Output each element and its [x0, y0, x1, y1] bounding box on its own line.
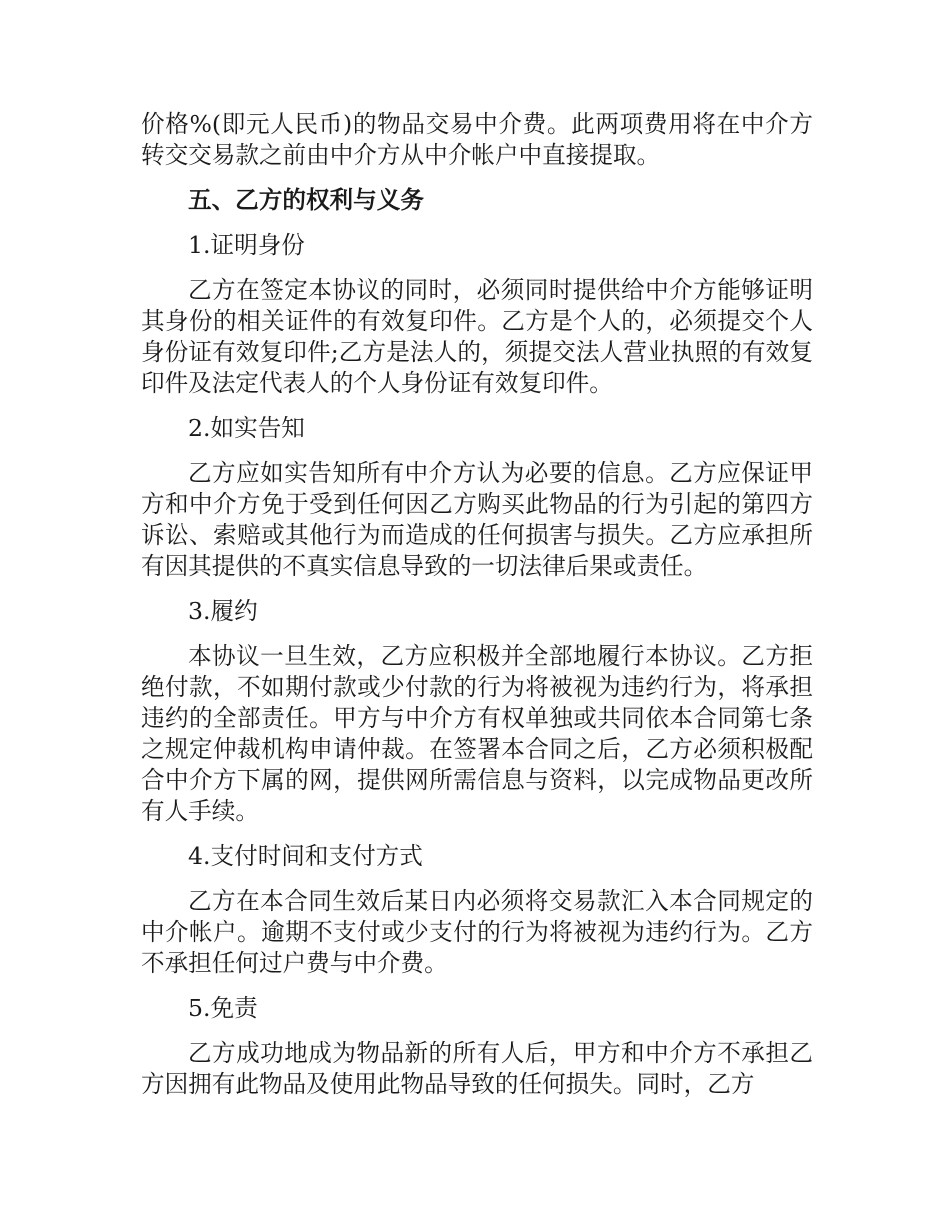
- section-title: 五、乙方的权利与义务: [188, 186, 424, 214]
- document-body: [141, 109, 813, 1114]
- item-heading-performance: 3.履约: [188, 597, 258, 625]
- item-body-exemption: 乙方成功地成为物品新的所有人后，甲方和中介方不承担乙方因拥有此物品及使用此物品导致的任何损失。同时，乙方: [141, 1039, 813, 1098]
- item-heading-payment: 4.支付时间和支付方式: [188, 842, 423, 870]
- item-body-performance: 本协议一旦生效，乙方应积极并全部地履行本协议。乙方拒绝付款，不如期付款或少付款的行为将被视为违约行为，将承担违约的全部责任。甲方与中介方有权单独或共同依本合同第七条之规定仲裁机构申请仲裁。在签署本合同之后，乙方必须积极配合中介方下属的网，提供网所需信息与资料，以完成物品更改所有人手续。: [141, 642, 813, 825]
- item-heading-disclosure: 2.如实告知: [188, 414, 305, 442]
- item-body-identity: 乙方在签定本协议的同时，必须同时提供给中介方能够证明其身份的相关证件的有效复印件。乙方是个人的，必须提交个人身份证有效复印件;乙方是法人的，须提交法人营业执照的有效复印件及法定代表人的个人身份证有效复印件。: [141, 276, 813, 397]
- item-body-payment: 乙方在本合同生效后某日内必须将交易款汇入本合同规定的中介帐户。逾期不支付或少支付的行为将被视为违约行为。乙方不承担任何过户费与中介费。: [141, 887, 813, 977]
- item-heading-exemption: 5.免责: [188, 994, 258, 1022]
- item-body-disclosure: 乙方应如实告知所有中介方认为必要的信息。乙方应保证甲方和中介方免于受到任何因乙方购买此物品的行为引起的第四方诉讼、索赔或其他行为而造成的任何损害与损失。乙方应承担所有因其提供的不真实信息导致的一切法律后果或责任。: [141, 459, 813, 580]
- intro-paragraph: 价格%(即元人民币)的物品交易中介费。此两项费用将在中介方转交交易款之前由中介方从中介帐户中直接提取。: [141, 110, 813, 169]
- item-heading-identity: 1.证明身份: [188, 231, 305, 259]
